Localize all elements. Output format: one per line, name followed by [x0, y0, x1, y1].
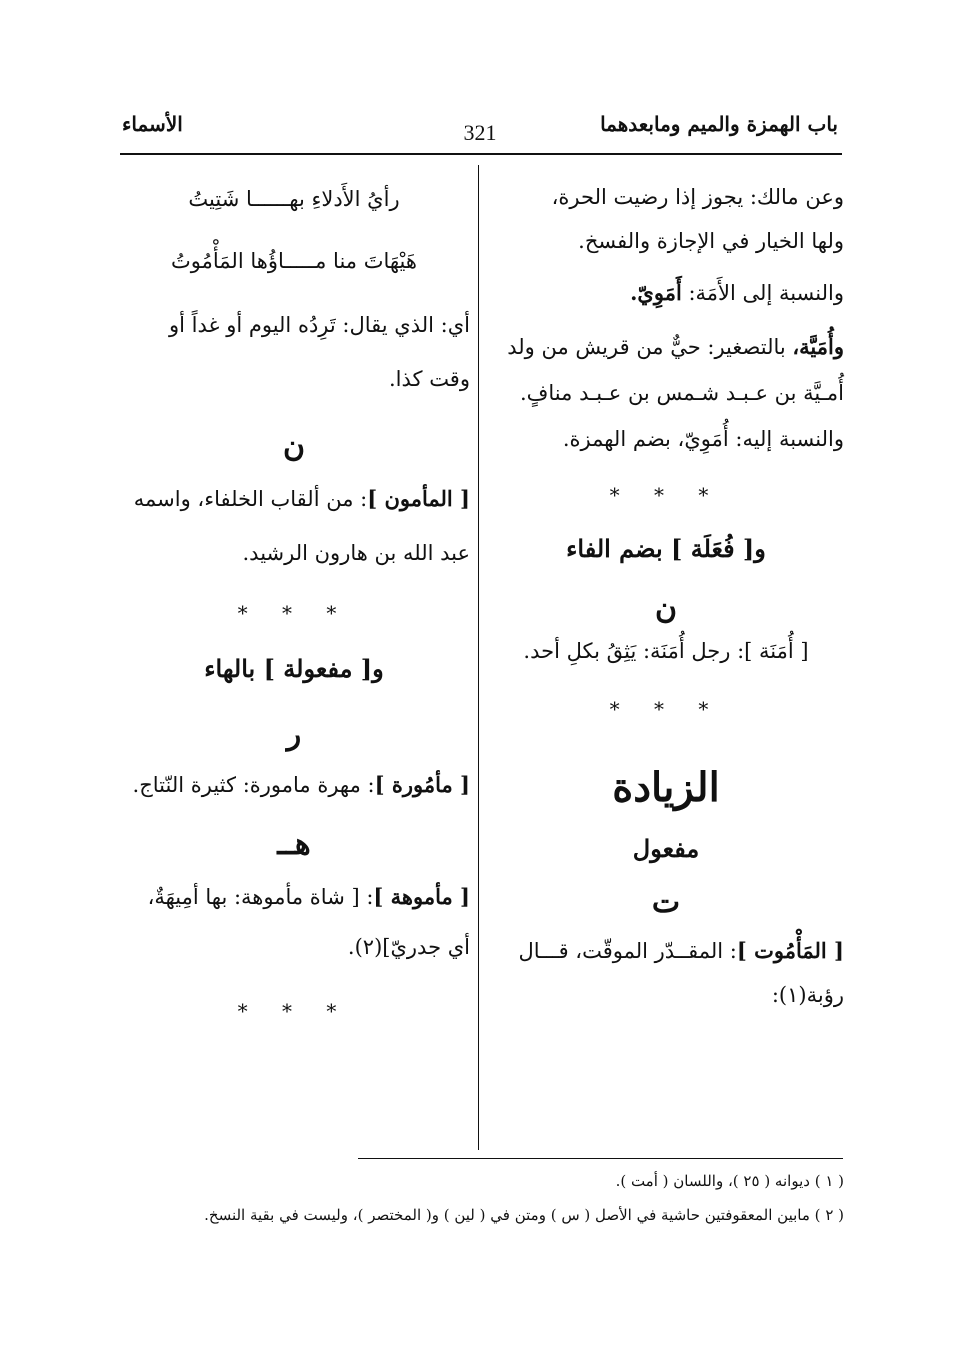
- text-run: : المقــدّر الموقّت، قـــال: [518, 939, 737, 963]
- entry-line: رؤبة(١):: [771, 983, 844, 1007]
- entry-line: أي جدريّ](٢).: [347, 935, 470, 959]
- section-heading: و[ مفعولة ] بالهاء: [204, 654, 384, 683]
- letter-heading: ر: [286, 717, 302, 752]
- text-run: : مهرة مامورة: كثيرة النّتاج.: [132, 773, 375, 797]
- paragraph-line: أُمـيَّة بن عـبـد شـمس بن عـبـد منافٍ.: [519, 381, 844, 405]
- footnote-rule: [358, 1158, 843, 1159]
- text-run: بالتصغير: حيٌّ من قريش من ولد: [507, 335, 793, 359]
- bold-term: أَمَوِيّ.: [630, 280, 682, 305]
- running-header-left: الأسماء: [122, 112, 183, 136]
- paragraph-line: وعن مالك: يجوز إذا رضيت الحرة،: [551, 185, 844, 209]
- text-run: : [ شاة مأموهة: بها أمِيهَةٌ،: [147, 885, 374, 909]
- bold-term: [ المأمون ]: [367, 486, 470, 511]
- bold-term: [ مأمُورة ]: [374, 772, 470, 797]
- letter-heading: هــ: [277, 827, 311, 862]
- entry-line: [488, 936, 844, 966]
- section-heading: و[ فُعَلَة ] بضم الفاء: [566, 534, 766, 563]
- letter-heading: ن: [282, 429, 306, 464]
- paragraph-line: أي: الذي يقال: تَرِدُه اليوم أو غداً أو: [169, 313, 470, 337]
- separator-stars: * * *: [609, 483, 723, 507]
- paragraph-line: وقت كذا.: [388, 367, 470, 391]
- entry-line: [ أُمَنَة ]: رجل أُمَنَة: يَثِقُ بكلِ أحد.: [523, 639, 809, 663]
- running-header-right: باب الهمزة والميم ومابعدهما: [600, 112, 838, 136]
- entry-line: [118, 882, 470, 912]
- paragraph-line: ولها الخيار في الإجازة والفسخ.: [578, 229, 844, 253]
- column-divider: [478, 165, 479, 1150]
- paragraph-line: [488, 332, 844, 362]
- subsection-heading: مفعول: [632, 834, 700, 863]
- text-run: والنسبة إلى الأَمَة:: [681, 281, 844, 305]
- verse-line: رأيُ الأَدلاءِ بهــــــا شَتِيتُ: [188, 187, 400, 211]
- right-column: [488, 172, 844, 1010]
- bold-term: وأُمَيَّة،: [792, 334, 844, 359]
- footnote: ( ٢ ) مابين المعقوفتين حاشية في الأصل ( س ) ومتن في ( لين ) و( المختصر )، وليست في بقية النسخ.: [204, 1206, 844, 1224]
- letter-heading: ن: [654, 591, 678, 626]
- bold-term: [ المَأْمُوت ]: [736, 938, 844, 963]
- bold-term: [ مأموهة ]: [373, 884, 470, 909]
- separator-stars: * * *: [237, 999, 351, 1023]
- paragraph-line: [488, 278, 844, 308]
- entry-line: [118, 770, 470, 800]
- letter-heading: ت: [651, 885, 681, 920]
- separator-stars: * * *: [237, 601, 351, 625]
- header-rule: [120, 153, 842, 155]
- separator-stars: * * *: [609, 697, 723, 721]
- text-run: : من ألقاب الخلفاء، واسمه: [133, 487, 368, 511]
- footnote: ( ١ ) ديوانه ( ٢٥ )، واللسان ( أمت ).: [615, 1172, 844, 1190]
- entry-line: [118, 484, 470, 514]
- paragraph-line: والنسبة إليه: أُمَوِيّ، بضم الهمزة.: [562, 427, 844, 451]
- entry-line: عبد الله بن هارون الرشيد.: [242, 541, 470, 565]
- page-number: 321: [463, 120, 497, 145]
- section-title: الزيادة: [612, 764, 720, 811]
- left-column: [118, 172, 470, 1026]
- verse-line: هَيْهَاتَ منا مـــــاؤُها المَأْمُوتُ: [171, 249, 417, 273]
